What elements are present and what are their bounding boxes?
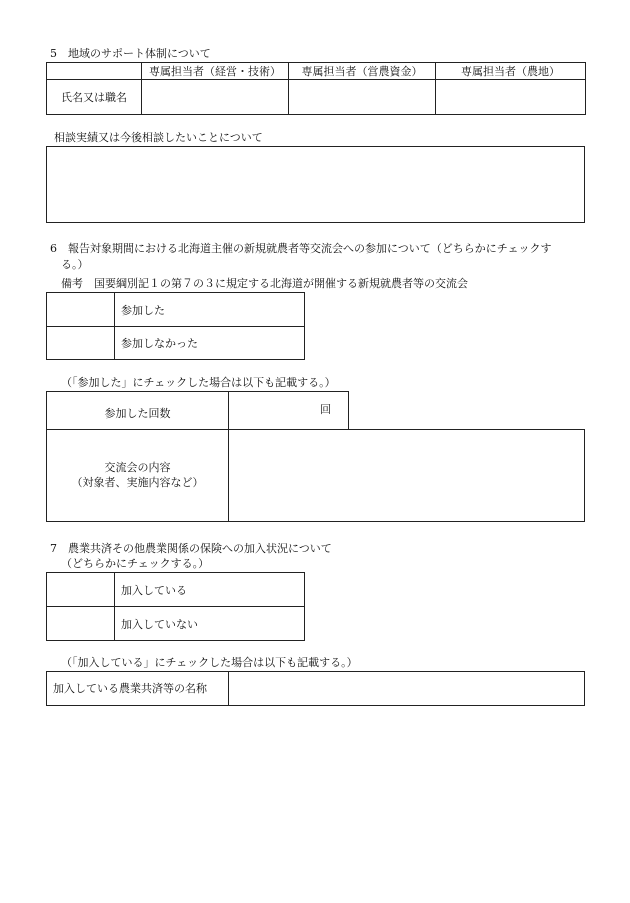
section7-heading-line1: 7 農業共済その他農業関係の保険への加入状況について <box>50 542 332 555</box>
section6-note: 備考 国要綱別記１の第７の３に規定する北海道が開催する新規就農者等の交流会 <box>61 277 468 290</box>
cell-name-management-tech[interactable] <box>142 80 289 115</box>
section7-heading-line2: （どちらかにチェックする。） <box>61 557 210 570</box>
col-management-tech: 専属担当者（経営・技術） <box>142 63 289 80</box>
section6-heading-line1: 6 報告対象期間における北海道主催の新規就農者等交流会への参加について（どちらかにチェックす <box>50 242 552 255</box>
content-label-line1: 交流会の内容 <box>104 461 171 474</box>
cell-name-farm-finance[interactable] <box>289 80 436 115</box>
insurance-name-label: 加入している農業共済等の名称 <box>53 682 207 695</box>
count-unit: 回 <box>320 403 331 416</box>
content-label-line2: （対象者、実施内容など） <box>71 476 204 489</box>
enrolled-label: 加入している <box>115 573 305 607</box>
support-table-corner <box>47 63 142 80</box>
content-label-cell <box>46 429 229 522</box>
not-participated-checkbox[interactable] <box>47 327 115 360</box>
col-farm-finance: 専属担当者（営農資金） <box>289 63 436 80</box>
support-table <box>46 62 586 115</box>
consult-heading: 相談実績又は今後相談したいことについて <box>54 131 263 144</box>
row-name-label: 氏名又は職名 <box>47 80 142 115</box>
consult-textbox[interactable] <box>46 146 585 223</box>
section7-instruction: （「加入している」にチェックした場合は以下も記載する。） <box>61 656 358 669</box>
not-enrolled-label: 加入していない <box>115 607 305 641</box>
col-farmland: 専属担当者（農地） <box>436 63 586 80</box>
insurance-name-label-cell <box>46 671 229 706</box>
participation-checklist <box>46 292 305 360</box>
not-enrolled-checkbox[interactable] <box>47 607 115 641</box>
content-input-cell[interactable] <box>228 429 585 522</box>
not-participated-label: 参加しなかった <box>115 327 305 360</box>
section5-heading: 5 地域のサポート体制について <box>50 47 211 60</box>
insurance-name-input[interactable] <box>228 671 585 706</box>
section6-heading-line2: る。） <box>61 258 89 271</box>
cell-name-farmland[interactable] <box>436 80 586 115</box>
participated-label: 参加した <box>115 293 305 327</box>
section6-instruction: （「参加した」にチェックした場合は以下も記載する。） <box>61 376 336 389</box>
count-input-cell[interactable] <box>228 391 349 430</box>
insurance-checklist <box>46 572 305 641</box>
participated-checkbox[interactable] <box>47 293 115 327</box>
count-label: 参加した回数 <box>104 407 171 420</box>
count-label-cell <box>46 391 229 430</box>
enrolled-checkbox[interactable] <box>47 573 115 607</box>
